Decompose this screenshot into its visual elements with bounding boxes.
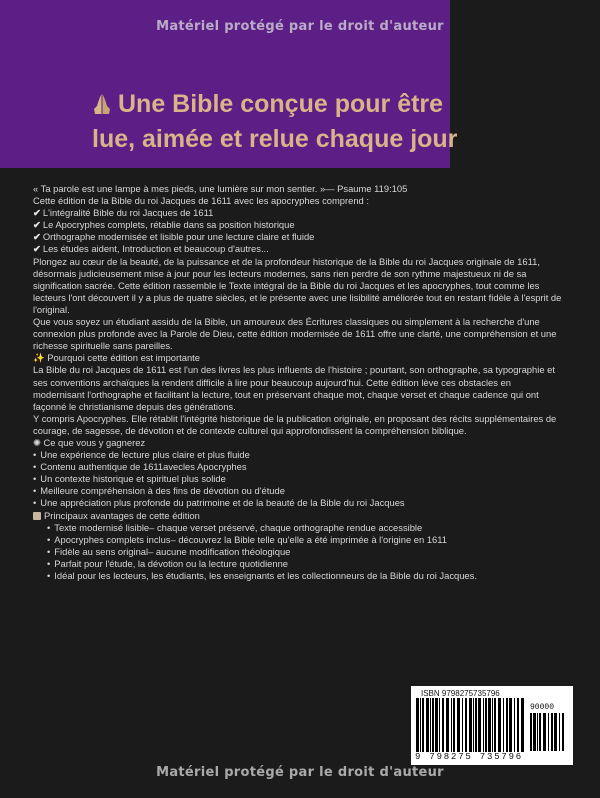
gain-item: • Meilleure compréhension à des fins de dévotion ou d'étude	[33, 485, 285, 497]
barcode-bar	[430, 698, 431, 752]
barcode-bar	[537, 713, 538, 751]
ean-barcode	[414, 698, 524, 752]
check-item: ✔ Les études aident, Introduction et beaucoup d'autres...	[33, 243, 269, 255]
price-code: 90000	[530, 703, 555, 712]
bullet-icon: •	[33, 449, 37, 461]
barcode-bar	[506, 698, 508, 752]
advantage-item: • Texte modernisé lisible– chaque verset préservé, chaque orthographe rendue accessible	[47, 521, 423, 533]
gain-item: • Une expérience de lecture plus claire et plus fluide	[33, 449, 250, 461]
advantage-item: • Idéal pour les lecteurs, les étudiants, les enseignants et les collectionneurs de la Bible du roi Jacques.	[47, 570, 477, 581]
barcode-bar	[442, 698, 444, 752]
barcode-bar	[551, 713, 553, 751]
barcode-bar	[416, 698, 419, 752]
barcode-bar	[446, 698, 449, 752]
checkmark-icon: ✔	[33, 219, 41, 231]
barcode-bar	[533, 713, 536, 751]
barcode-bar	[548, 713, 549, 751]
barcode-bar	[451, 698, 452, 752]
glowing-star-icon: ✺	[33, 436, 44, 448]
paragraph: Que vous soyez un étudiant assidu de la Bible, un amoureux des Écritures classiques ou simplement à la recherche d'une connexion plus profonde avec la Parole de Dieu, cette édition modernisée de 1611 offre une clarté, une compréhension et une richesse spirituelle sans pareilles.	[33, 316, 557, 352]
barcode-bar	[465, 698, 467, 752]
bullet-icon: •	[47, 557, 51, 569]
praying-hands-icon	[92, 91, 112, 123]
gain-item: • Un contexte historique et spirituel plus solide	[33, 473, 226, 485]
barcode-bar	[478, 698, 481, 752]
barcode-bar	[492, 698, 493, 752]
advantage-item: • Fidèle au sens original– aucune modification théologique	[47, 545, 291, 557]
intro-line: Cette édition de la Bible du roi Jacques de 1611 avec les apocryphes comprend :	[33, 195, 369, 207]
isbn-barcode-box	[411, 686, 573, 765]
bullet-icon: •	[47, 521, 51, 533]
bullet-icon: •	[33, 461, 37, 473]
barcode-bar	[462, 698, 463, 752]
barcode-bar	[439, 698, 440, 752]
section-heading: ✺ Ce que vous y gagnerez	[33, 436, 146, 448]
headline-line-1-text: Une Bible conçue pour être	[118, 90, 444, 118]
barcode-bar	[543, 713, 546, 751]
barcode-bar	[488, 698, 491, 752]
paragraph: Y compris Apocryphes. Elle rétablit l'intégrité historique de la publication originale, en proposant des récits supplémentaires de courage, de sagesse, de dévotion et de contexte culturel qui approfondissent la compréhension biblique.	[33, 412, 557, 436]
bullet-icon: •	[33, 485, 37, 497]
paragraph: Plongez au cœur de la beauté, de la puissance et de la profondeur historique de la Bible du roi Jacques originale de 1611, désormais judicieusement mise à jour pour les lecteurs modernes, sans rien perdre de son rythme majestueux ni de sa signification sacrée. Cette édition rassemble le Texte intégral de la Bible du roi Jacques et les apocryphes, tout comme les lecteurs l'ont découvert il y a plus de quatre siècles, et le présente avec une lisibilité améliorée tout en restant fidèle à l'esprit de l'original.	[33, 255, 562, 315]
barcode-bar	[475, 698, 477, 752]
advantage-item: • Parfait pour l'étude, la dévotion ou la lecture quotidienne	[47, 557, 289, 569]
price-barcode	[528, 713, 568, 751]
barcode-bar	[562, 713, 564, 751]
section-heading: ✨ Pourquoi cette édition est importante	[33, 352, 200, 364]
gain-item: • Contenu authentique de 1611avecles Apocryphes	[33, 461, 247, 473]
barcode-bar	[457, 698, 460, 752]
barcode-bar	[494, 698, 496, 752]
barcode-bar	[485, 698, 487, 752]
scripture-quote: « Ta parole est une lampe à mes pieds, une lumière sur mon sentier. »— Psaume 119:105	[33, 183, 408, 194]
barcode-bar	[420, 698, 421, 752]
checkmark-icon: ✔	[33, 243, 41, 255]
bullet-icon: •	[47, 533, 51, 545]
barcode-bar	[473, 698, 474, 752]
checkmark-icon: ✔	[33, 207, 41, 219]
barcode-digits: 9 798275 735796	[415, 752, 524, 762]
barcode-bar	[435, 698, 438, 752]
barcode-bar	[469, 698, 472, 752]
isbn-label: ISBN 9798275735796	[421, 689, 500, 698]
barcode-bar	[530, 713, 532, 751]
headline-line-2: lue, aimée et relue chaque jour	[92, 125, 458, 153]
paragraph: La Bible du roi Jacques de 1611 est l'un des livres les plus influents de l'histoire ; pourtant, son orthographe, sa typographie et ses conventions archaïques la rendent difficile à lire pour beaucoup aujourd'hui. Cette édition lève ces obstacles en modernisant l'orthographe et facilitant la lecture, tout en préservant chaque mot, chaque verset et chaque cadence qui ont façonné le christianisme depuis des générations.	[33, 364, 555, 412]
headline-line-1	[92, 88, 592, 123]
barcode-bar	[453, 698, 455, 752]
checkmark-icon: ✔	[33, 231, 41, 243]
section-heading: Principaux avantages de cette édition	[33, 510, 563, 522]
book-icon	[33, 512, 41, 520]
bullet-icon: •	[33, 497, 37, 509]
barcode-bar	[426, 698, 429, 752]
barcode-bar	[483, 698, 484, 752]
bullet-icon: •	[47, 545, 51, 557]
check-item: ✔ L'intégralité Bible du roi Jacques de 1611	[33, 207, 214, 219]
barcode-bar	[432, 698, 434, 752]
advantage-item: • Apocryphes complets inclus– découvrez la Bible telle qu'elle a été imprimée à l'origine en 1611	[47, 533, 447, 545]
barcode-bar	[554, 713, 557, 751]
barcode-bar	[521, 698, 524, 752]
copyright-watermark-bottom: Matériel protégé par le droit d'auteur	[156, 765, 444, 780]
barcode-bar	[503, 698, 504, 752]
barcode-bar	[539, 713, 541, 751]
barcode-bar	[498, 698, 501, 752]
barcode-bar	[514, 698, 515, 752]
barcode-bar	[559, 713, 560, 751]
sparkles-icon: ✨	[33, 352, 48, 364]
bullet-icon: •	[47, 570, 51, 581]
check-item: ✔ Le Apocryphes complets, rétablie dans sa position historique	[33, 219, 295, 231]
copyright-watermark-top: Matériel protégé par le droit d'auteur	[156, 19, 444, 34]
gain-item: • Une appréciation plus profonde du patrimoine et de la beauté de la Bible du roi Jacques	[33, 497, 405, 509]
back-cover-description	[33, 183, 563, 582]
bullet-icon: •	[33, 473, 37, 485]
check-item: ✔ Orthographe modernisée et lisible pour une lecture claire et fluide	[33, 231, 315, 243]
barcode-bar	[422, 698, 424, 752]
headline	[92, 88, 592, 155]
barcode-bar	[509, 698, 512, 752]
barcode-bar	[517, 698, 519, 752]
